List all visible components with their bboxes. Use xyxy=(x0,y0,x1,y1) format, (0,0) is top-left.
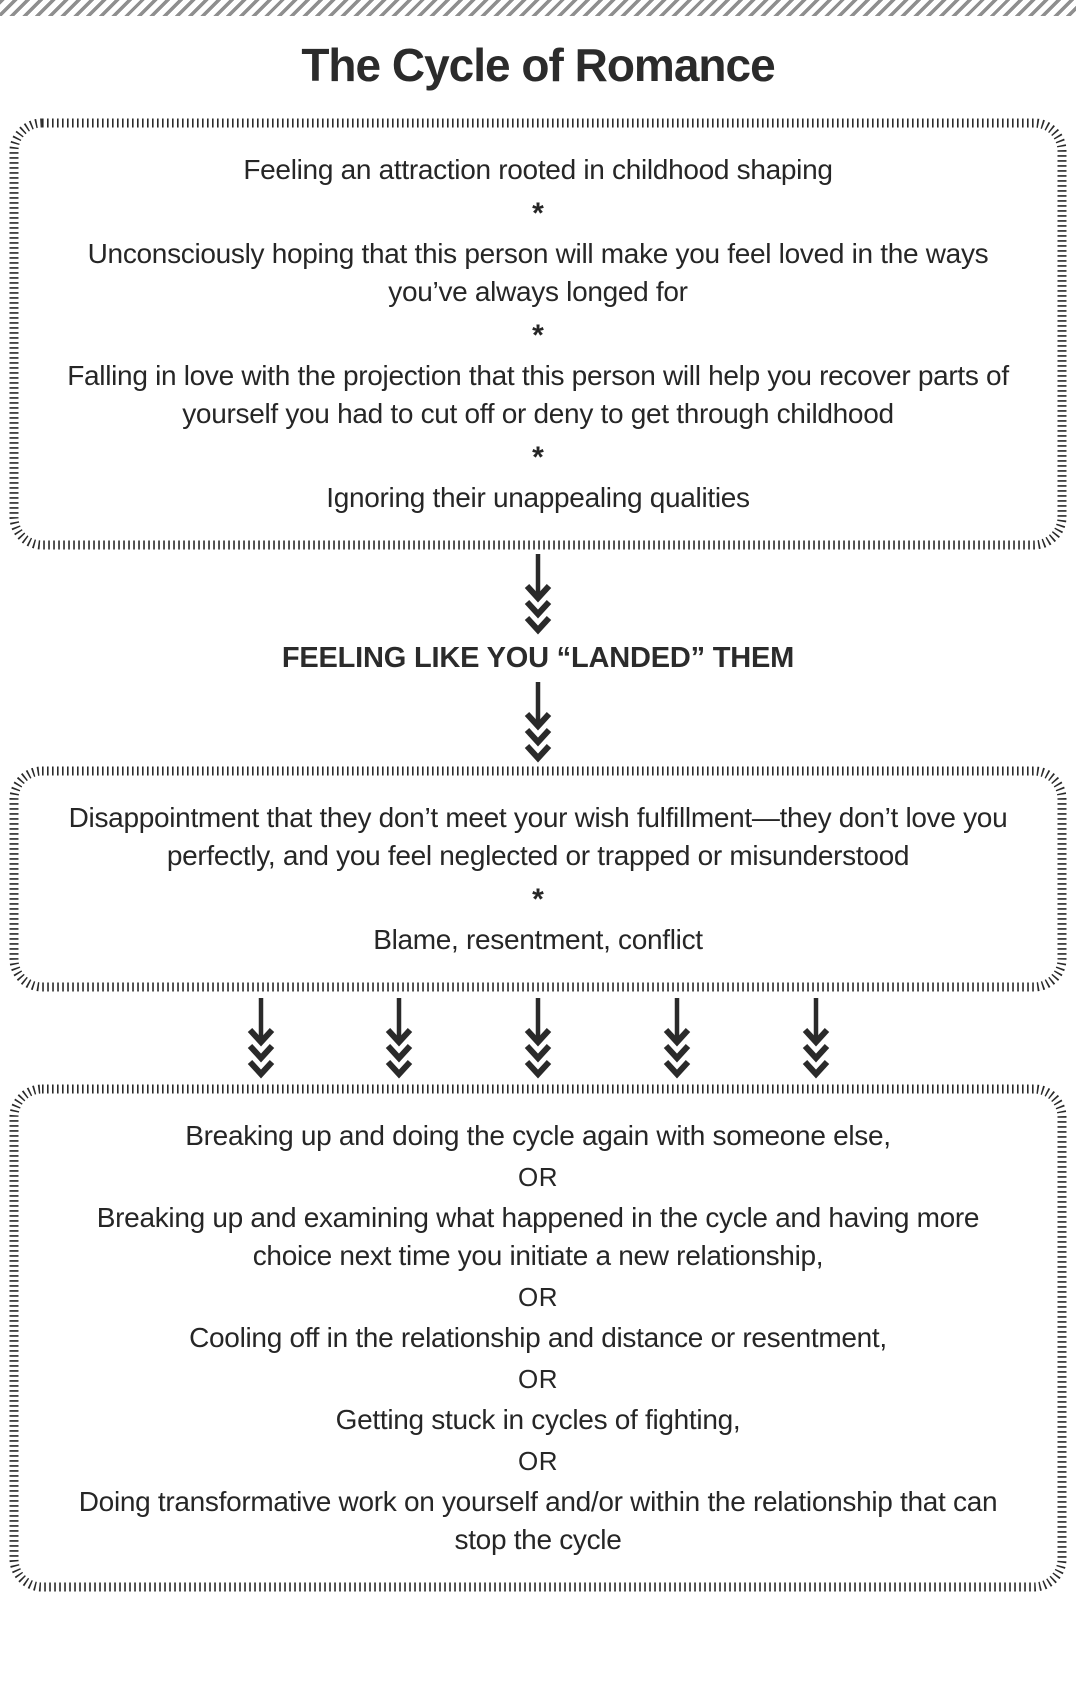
statement: Disappointment that they don’t meet your wish fulfillment—they don’t love you perfectly, and you feel neglected or trapped or misunderstood xyxy=(68,801,1008,871)
flow-arrow xyxy=(0,552,1076,636)
statement: Getting stuck in cycles of fighting, xyxy=(335,1403,741,1435)
statement: Blame, resentment, conflict xyxy=(373,923,703,955)
statement: Falling in love with the projection that this person will help you recover parts of yourself you had to cut off or deny to get through childhood xyxy=(67,359,1009,429)
outcomes-box xyxy=(8,1083,1068,1593)
flow-arrow-row xyxy=(246,996,831,1080)
separator-asterisk: * xyxy=(532,318,544,352)
statement: Feeling an attraction rooted in childhood shaping xyxy=(243,153,833,185)
down-arrow-icon xyxy=(662,996,692,1080)
attraction-box xyxy=(8,117,1068,551)
disappointment-box xyxy=(8,765,1068,993)
milestone-label: FEELING LIKE YOU “LANDED” THEM xyxy=(281,641,795,674)
down-arrow-icon xyxy=(246,996,276,1080)
down-arrow-icon xyxy=(801,996,831,1080)
page-top-hatch-border xyxy=(0,0,1076,16)
statement: Breaking up and examining what happened in the cycle and having more choice next time you initiate a new relationship, xyxy=(96,1201,980,1271)
statement: Doing transformative work on yourself and/or within the relationship that can stop the cycle xyxy=(78,1485,998,1555)
separator-or: OR xyxy=(518,1445,558,1476)
separator-asterisk: * xyxy=(532,440,544,474)
separator-or: OR xyxy=(518,1281,558,1312)
statement: Unconsciously hoping that this person will make you feel loved in the ways you’ve always longed for xyxy=(87,237,989,307)
separator-asterisk: * xyxy=(532,196,544,230)
down-arrow-icon xyxy=(523,996,553,1080)
statement: Cooling off in the relationship and distance or resentment, xyxy=(189,1321,887,1353)
separator-or: OR xyxy=(518,1363,558,1394)
down-arrow-icon xyxy=(523,552,553,636)
separator-asterisk: * xyxy=(532,882,544,916)
page-title: The Cycle of Romance xyxy=(301,39,775,91)
flow-arrow xyxy=(0,680,1076,764)
separator-or: OR xyxy=(518,1161,558,1192)
statement: Ignoring their unappealing qualities xyxy=(326,481,750,513)
down-arrow-icon xyxy=(523,680,553,764)
down-arrow-icon xyxy=(384,996,414,1080)
statement: Breaking up and doing the cycle again with someone else, xyxy=(185,1119,891,1151)
